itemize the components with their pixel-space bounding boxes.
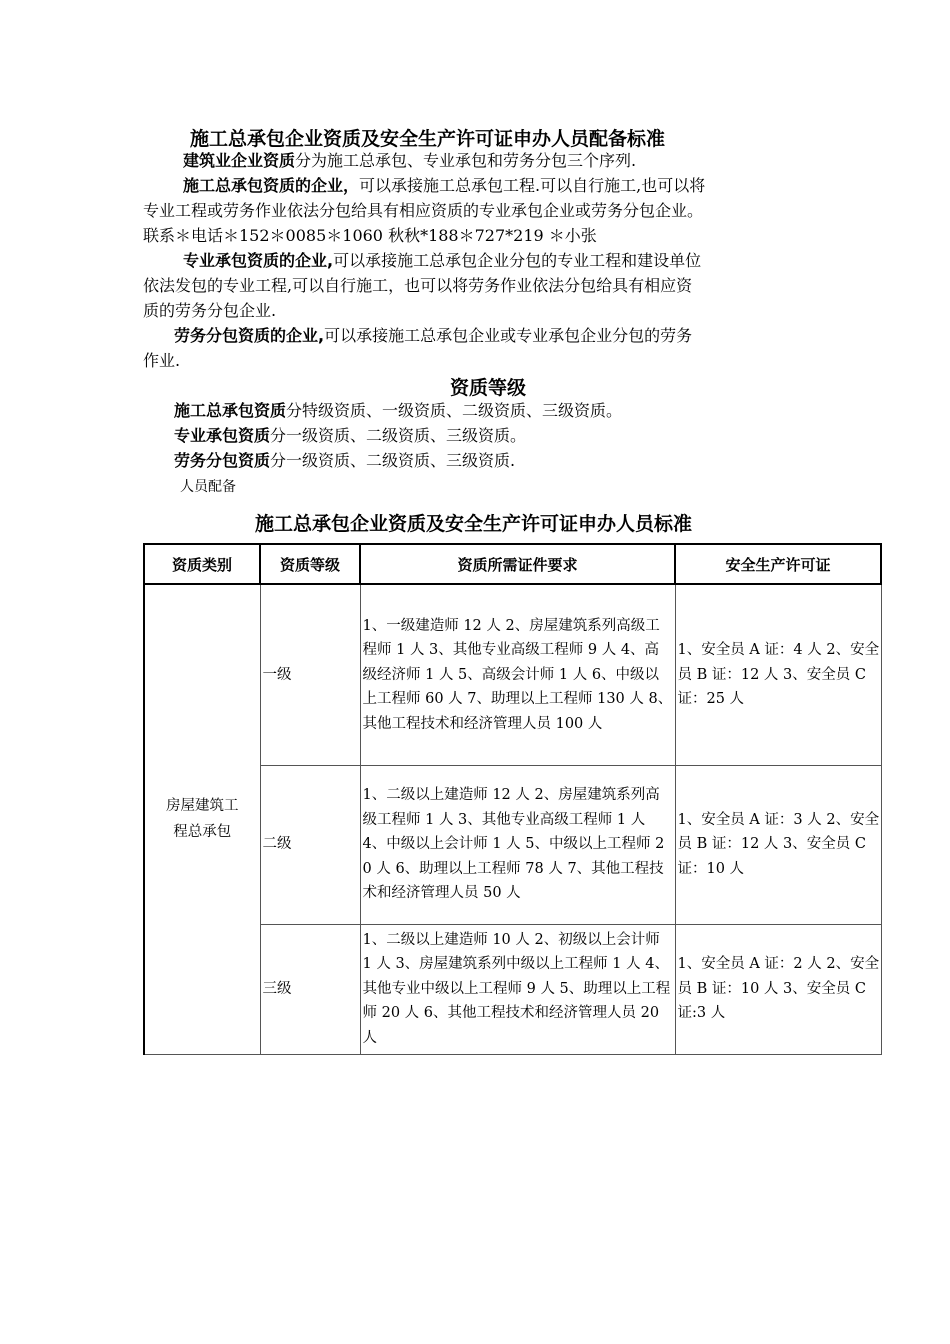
paragraph-professional-contracting — [183, 248, 701, 273]
grade-text: 分一级资质、二级资质、三级资质. — [270, 451, 516, 470]
grade-labor-subcontracting — [174, 448, 515, 473]
license-cell — [675, 924, 881, 1054]
paragraph-line: 专业工程或劳务作业依法分包给具有相应资质的专业承包企业或劳务分包企业。 — [143, 201, 704, 220]
license-text: 1、安全员 A 证：4 人 2、安全员 B 证：12 人 3、安全员 C 证：25 人 — [677, 642, 880, 707]
license-cell — [675, 765, 881, 924]
grade-term: 专业承包资质 — [174, 426, 271, 445]
category-cell — [144, 584, 260, 1054]
header-category: 资质类别 — [144, 544, 260, 584]
paragraph-line: 作业. — [143, 351, 181, 370]
grade-text: 分一级资质、二级资质、三级资质。 — [270, 426, 527, 445]
header-safety-license: 安全生产许可证 — [675, 544, 881, 584]
category-text: 房屋建筑工程总承包 — [166, 798, 239, 841]
requirements-text: 1、二级以上建造师 10 人 2、初级以上会计师 1 人 3、房屋建筑系列中级以上工程师 1 人 4、其他专业中级以上工程师 9 人 5、助理以上工程师 20 人 6、其他工程技术和经济管理人员 20 人 — [362, 931, 671, 1046]
table-title: 施工总承包企业资质及安全生产许可证申办人员标准 — [255, 513, 693, 535]
license-cell — [675, 584, 881, 765]
level-cell: 二级 — [260, 765, 360, 924]
license-text: 1、安全员 A 证：2 人 2、安全员 B 证：10 人 3、安全员 C 证:3 人 — [677, 956, 880, 1022]
grade-term: 劳务分包资质 — [174, 451, 271, 470]
license-text: 1、安全员 A 证：3 人 2、安全员 B 证：12 人 3、安全员 C 证：10 人 — [677, 811, 880, 877]
term-general-contracting: 施工总承包资质的企业， — [183, 176, 360, 195]
term-construction-qualification: 建筑业企业资质 — [183, 151, 296, 170]
personnel-standard-table — [143, 543, 882, 1055]
paragraph-text: 分为施工总承包、专业承包和劳务分包三个序列. — [295, 151, 637, 170]
grade-term: 施工总承包资质 — [174, 401, 287, 420]
contact-line: 联系＊电话＊152＊0085＊1060 秋秋*188＊727*219 ＊小张 — [143, 226, 597, 245]
table-header-row — [144, 544, 881, 584]
paragraph-text: 可以承接施工总承包企业或专业承包企业分包的劳务 — [324, 326, 693, 345]
staffing-label: 人员配备 — [180, 479, 236, 495]
grade-general-contracting — [174, 398, 622, 423]
section-title: 资质等级 — [450, 377, 527, 399]
paragraph-text: 可以承接施工总承包企业分包的专业工程和建设单位 — [333, 251, 702, 270]
grade-professional-contracting — [174, 423, 526, 448]
paragraph-general-contracting — [183, 173, 705, 198]
requirements-text: 1、二级以上建造师 12 人 2、房屋建筑系列高级工程师 1 人 3、其他专业高级工程师 1 人 4、中级以上会计师 1 人 5、中级以上工程师 20 人 6、助理以上工程师 78 人 7、其他工程技术和经济管理人员 50 人 — [362, 787, 665, 902]
header-requirements: 资质所需证件要求 — [360, 544, 675, 584]
paragraph-qualification-intro — [183, 148, 636, 173]
paragraph-labor-subcontracting — [174, 323, 692, 348]
paragraph-line: 依法发包的专业工程,可以自行施工，也可以将劳务作业依法分包给具有相应资 — [143, 276, 693, 295]
table-row — [144, 584, 881, 765]
requirements-cell — [360, 584, 675, 765]
grade-text: 分特级资质、一级资质、二级资质、三级资质。 — [286, 401, 623, 420]
header-level: 资质等级 — [260, 544, 360, 584]
term-labor-subcontracting: 劳务分包资质的企业, — [174, 326, 325, 345]
paragraph-text: 可以承接施工总承包工程.可以自行施工,也可以将 — [359, 176, 706, 195]
paragraph-line: 质的劳务分包企业. — [143, 301, 277, 320]
requirements-text: 1、一级建造师 12 人 2、房屋建筑系列高级工程师 1 人 3、其他专业高级工程师 9 人 4、高级经济师 1 人 5、高级会计师 1 人 6、中级以上工程师 60 人 7、助理以上工程师 130 人 8、其他工程技术和经济管理人员 100 人 — [362, 617, 673, 732]
requirements-cell — [360, 765, 675, 924]
term-professional-contracting: 专业承包资质的企业, — [183, 251, 334, 270]
level-cell: 一级 — [260, 584, 360, 765]
document-title: 施工总承包企业资质及安全生产许可证申办人员配备标准 — [190, 128, 666, 150]
requirements-cell — [360, 924, 675, 1054]
level-cell: 三级 — [260, 924, 360, 1054]
